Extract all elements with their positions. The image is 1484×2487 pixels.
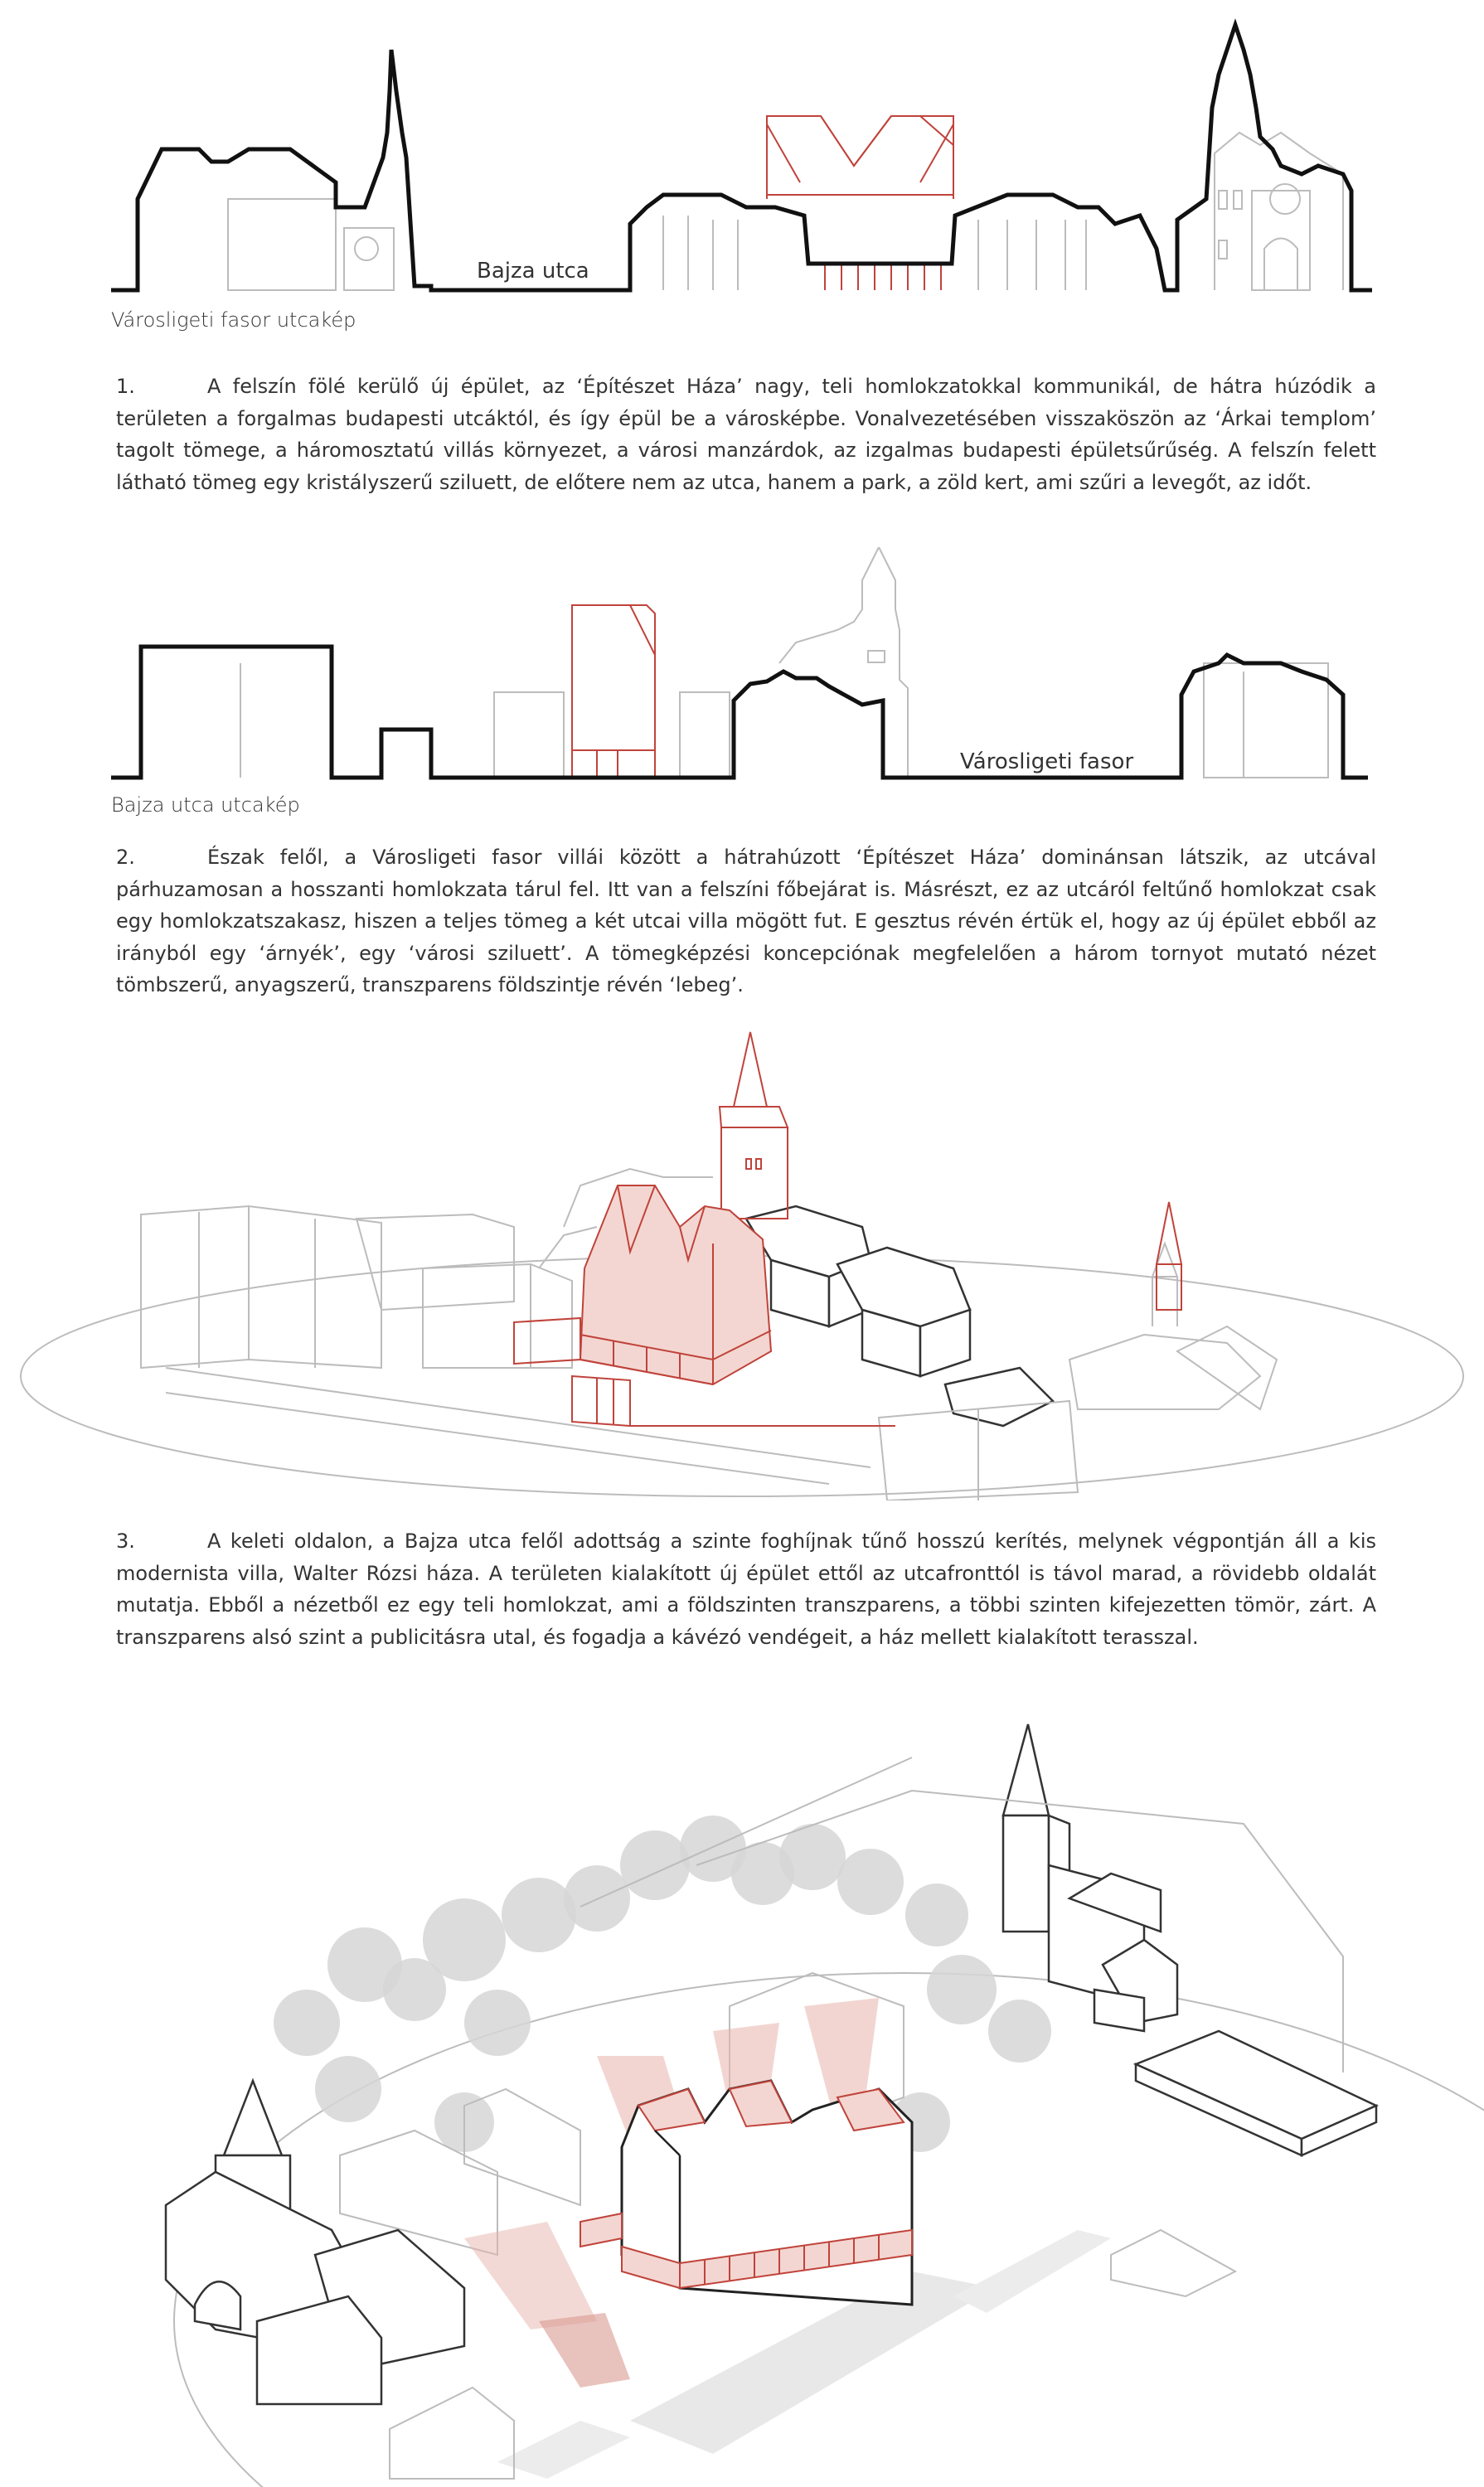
paragraph-text: A keleti oldalon, a Bajza utca felől adottság a szinte foghíjnak tűnő hosszú kerítés, melynek végpontján áll a kis modernista villa, Walter Rózsi háza. A területen kialakított új épület ettől az utcafronttól is távol marad, a rövidebb oldalát mutatja. Ebből a nézetből ez egy teli homlokzat, ami a földszinten transzparens, a többi szinten kifejezetten tömör, zárt. A transzparens alsó szint a publicitásra utal, és fogadja a kávézó vendégeit, a ház mellett kialakított terasszal.: [116, 1530, 1376, 1649]
caption-1: Városligeti fasor utcakép: [111, 308, 356, 332]
church-building: [1003, 1724, 1177, 2031]
context-villas-dark: [746, 1206, 1053, 1426]
street-label-varosligeti: Városligeti fasor: [960, 749, 1134, 774]
skyline-outline: [111, 647, 1368, 778]
skyline-outline: [111, 25, 1372, 290]
paragraph-number: 1.: [116, 375, 135, 398]
left-villa: [166, 2081, 464, 2404]
new-building-elevation: [572, 605, 655, 778]
axonometric-east-view: [0, 1691, 1484, 2487]
paragraph-2: [116, 841, 1376, 1001]
caption-2: Bajza utca utcakép: [111, 793, 300, 817]
paragraph-number: 3.: [116, 1530, 135, 1553]
paragraph-number: 2.: [116, 846, 135, 869]
street-label-bajza: Bajza utca: [477, 259, 589, 284]
axonometric-north-view: [0, 1020, 1484, 1500]
paragraph-text: A felszín fölé kerülő új épület, az ‘Építészet Háza’ nagy, teli homlokzatokkal kommunikál, de hátra húzódik a területen a forgalmas budapesti utcáktól, és így épül be a városképbe. Vonalvezetésében visszaköszön az ‘Árkai templom’ tagolt tömege, a háromosztatú villás környezet, a városi manzárdok, az izgalmas budapesti épületsűrűség. A felszín felett látható tömeg egy kristályszerű sziluett, de előtere nem az utca, hanem a park, a zöld kert, ami szűri a levegőt, az időt.: [116, 375, 1376, 494]
elevation-varosligeti-fasor: [0, 17, 1484, 307]
paragraph-text: Észak felől, a Városligeti fasor villái között a hátrahúzott ‘Építészet Háza’ dominánsan látszik, az utcával párhuzamosan a hosszanti homlokzata tárul fel. Itt van a felszíni főbejárat is. Másrészt, ez az utcáról feltűnő homlokzat csak egy homlokzatszakasz, hiszen a teljes tömeg a két utcai villa mögött fut. E gesztus révén értük el, hogy az új épület ebből az irányból egy ‘árnyék’, egy ‘városi sziluett’. A tömegképzési koncepciónak megfelelően a három tornyot mutató nézet tömbszerű, anyagszerű, transzparens földszintje révén ‘lebeg’.: [116, 846, 1376, 996]
long-building-right: [1136, 2031, 1376, 2155]
context-buildings-grey: [240, 547, 1328, 778]
paragraph-1: [116, 371, 1376, 498]
paragraph-3: [116, 1525, 1376, 1653]
elevation-bajza-utca: [0, 547, 1484, 788]
